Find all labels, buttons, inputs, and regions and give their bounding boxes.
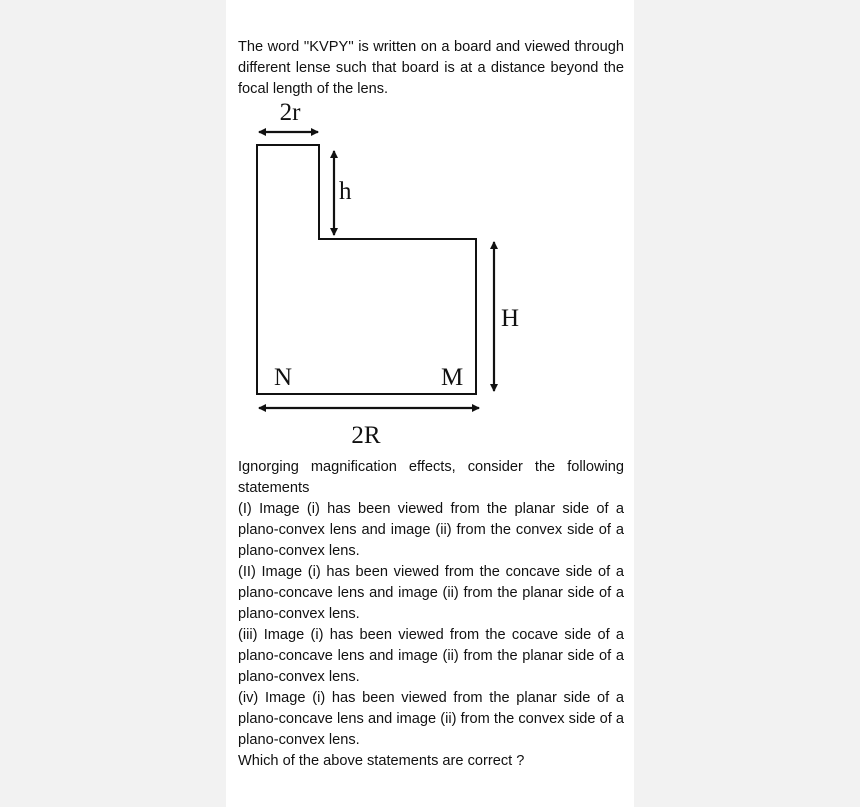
statement-1: (I) Image (i) has been viewed from the planar side of a plano-convex lens and image (ii) from the convex side of a plano-convex lens.: [238, 501, 624, 559]
label-H: H: [501, 305, 520, 332]
board-figure: [238, 96, 538, 456]
statement-2: (II) Image (i) has been viewed from the concave side of a plano-concave lens and image (ii) from the planar side of a plano-convex lens.: [238, 564, 624, 622]
intro-paragraph: The word ''KVPY'' is written on a board and viewed through different lense such that board is at a distance beyond the focal length of the lens.: [238, 39, 624, 97]
label-2r: 2r: [279, 99, 301, 126]
background-left: [0, 0, 226, 807]
question-prompt: Which of the above statements are correct ?: [238, 753, 525, 769]
label-M: M: [441, 364, 464, 391]
l-shaped-board-outline: [257, 145, 476, 394]
statement-4: (iv) Image (i) has been viewed from the planar side of a plano-concave lens and image (ii) from the convex side of a plano-convex lens.: [238, 690, 624, 748]
statement-3: (iii) Image (i) has been viewed from the cocave side of a plano-concave lens and image (ii) from the planar side of a plano-convex lens.: [238, 627, 624, 685]
question-body: [238, 457, 624, 772]
label-h: h: [339, 178, 352, 205]
background-right: [634, 0, 860, 807]
question-lead: Ignorging magnification effects, consider the following statements: [238, 459, 624, 496]
board-diagram: [238, 96, 538, 456]
label-2R: 2R: [351, 422, 381, 449]
label-N: N: [274, 364, 293, 391]
